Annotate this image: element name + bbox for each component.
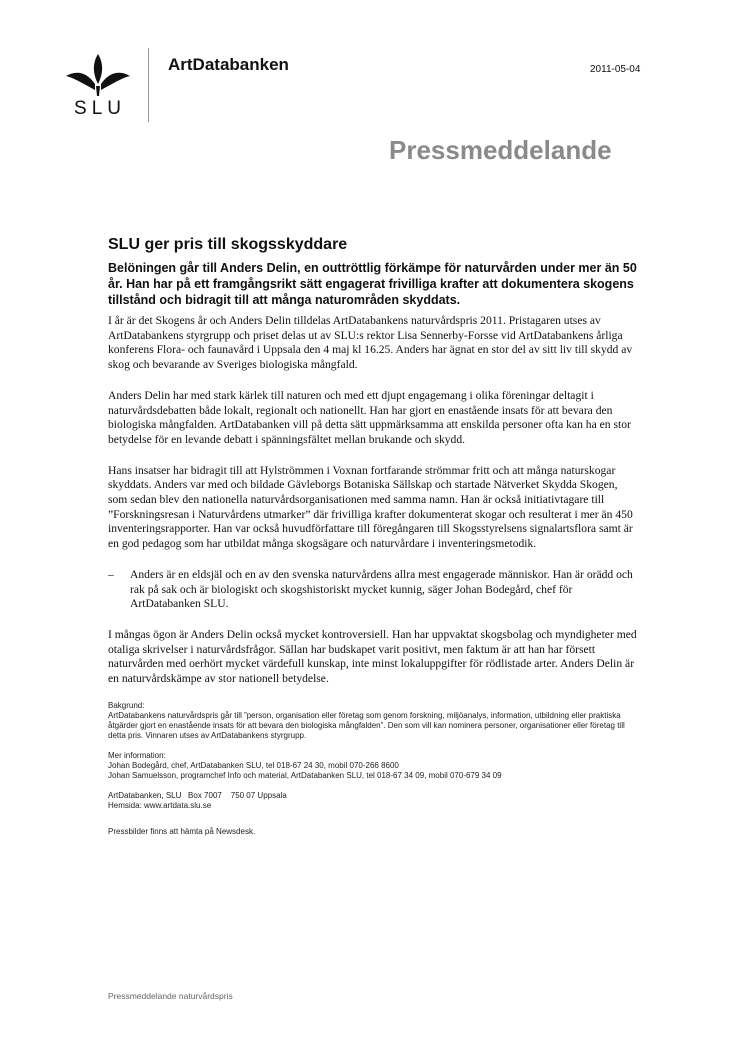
paragraph-4: I mångas ögon är Anders Delin också mycket kontroversiell. Han har uppvaktat skogsbolag och myndigheter med otaliga skrivelser i naturvårdsfrågor. Sällan har budskapet varit positivt, men faktum är att han har försett naturvården med oerhört mycket värdefull kunskap, inte minst lokaluppgifter för rödlistade arter. Anders Delin är en naturvårdskämpe av stor nationell betydelse. [108,627,637,686]
background-heading: Bakgrund: [108,700,145,710]
document-date: 2011-05-04 [590,64,641,75]
background-text: ArtDatabankens naturvårdspris går till ”person, organisation eller företag som genom forskning, miljöanalys, information, utbildning eller praktiska åtgärder gjort en enastående insats för att bevara den biologiska mångfalden”. Den som vill kan nominera personer, organisationer eller företag till detta pris. Vinnaren utses av ArtDatabankens styrgrupp. [108,710,625,740]
contact-section [108,751,638,781]
logo-text: SLU [74,98,126,119]
paragraph-2: Anders Delin har med stark kärlek till naturen och med ett djupt engagemang i olika föreningar deltagit i naturvårdsdebatten både lokalt, regionalt och nationellt. Han har gjort en enastående insats för att bevara den biologiska mångfalden. ArtDatabanken vill på detta sätt uppmärksamma att enskilda personer ofta kan ha en stor betydelse för en levande debatt i spänningsfältet mellan brukande och skydd. [108,388,631,446]
org-name: ArtDatabanken [168,55,289,74]
header-divider [148,48,149,122]
paragraph-1: I år är det Skogens år och Anders Delin tilldelas ArtDatabankens naturvårdspris 2011. Pristagaren utses av ArtDatabankens styrgrupp och priset delas ut av SLU:s rektor Lisa Sennerby-Forsse vid ArtDatabankens årliga konferens Flora- och faunavård i Uppsala den 4 maj kl 16.25. Anders har ägnat en stor del av sitt liv till skydd av skog och bevarande av Sveriges biologiska mångfald. [108,314,633,372]
document-type-title: Pressmeddelande [389,135,612,165]
quote-text: Anders är en eldsjäl och en av den svenska naturvårdens allra mest engagerade människor. Han är orädd och rak på sak och är biologiskt och skogshistoriskt mycket kunnig, säger Johan Bodegård, chef för ArtDatabanken SLU. [130,567,633,611]
paragraph-3: Hans insatser har bidragit till att Hylströmmen i Voxnan fortfarande strömmar fritt och att många naturskogar skyddats. Anders var med och bildade Gävleborgs Botaniska Sällskap och startade Nätverket Skydda Skogen, som sedan blev den nationella naturvårdsorganisationen med samma namn. Han är också initiativtagare till ”Forskningsresan i Naturvårdens utmarker” där frivilliga krafter dokumenterat skogar och resulterat i mer än 450 inventeringsrapporter. Han var också huvudförfattare till föregångaren till Skogsstyrelsens signalartsflora samt är en god pedagog som har utbildat många skogsägare och naturvårdare i inventeringsmetodik. [108,463,633,551]
address-section [108,791,638,811]
contact-line-1: Johan Bodegård, chef, ArtDatabanken SLU, tel 018-67 24 30, mobil 070-266 8600 [108,760,399,770]
quote-block [108,568,638,612]
contact-line-2: Johan Samuelsson, programchef Info och material, ArtDatabanken SLU, tel 018-67 34 09, mobil 070-679 34 09 [108,770,502,780]
article-headline: SLU ger pris till skogsskyddare [108,236,348,253]
press-images-note: Pressbilder finns att hämta på Newsdesk. [108,826,256,836]
quote-dash: – [108,567,114,581]
contact-heading: Mer information: [108,750,166,760]
website-line: Hemsida: www.artdata.slu.se [108,800,212,810]
page-footer: Pressmeddelande naturvårdspris [108,991,233,1001]
address-line-1: ArtDatabanken, SLU Box 7007 750 07 Uppsala [108,790,287,800]
background-section [108,701,638,741]
article-ingress: Belöningen går till Anders Delin, en outtröttlig förkämpe för naturvården under mer än 50 år. Han har på ett framgångsrikt sätt engagerat frivilliga krafter att dokumentera skogens tillstånd och bidragit till att många naturområden skyddats. [108,261,637,307]
article-body [108,236,638,847]
